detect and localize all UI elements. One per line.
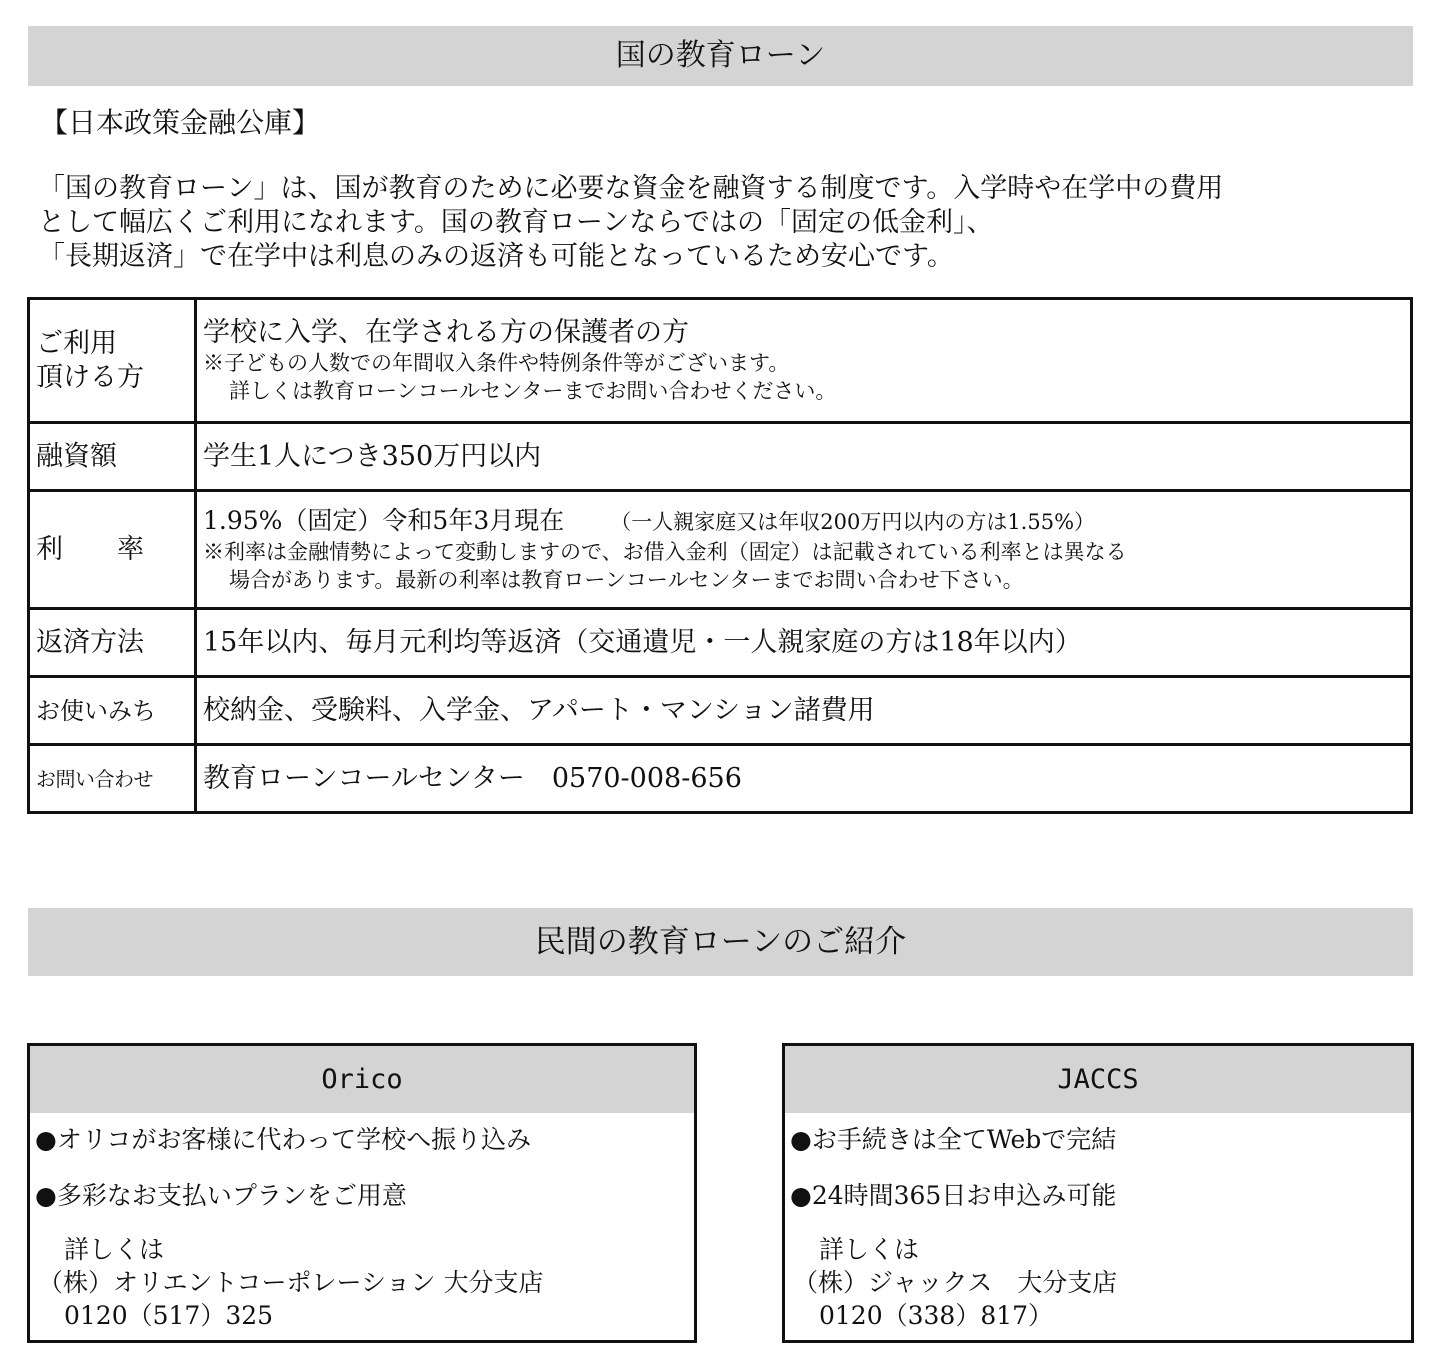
intro-line: として幅広くご利用になれます。国の教育ローンならではの「固定の低金利」、 bbox=[38, 207, 994, 238]
usage-value: 校納金、受験料、入学金、アパート・マンション諸費用 bbox=[203, 694, 875, 726]
orico-name: Orico bbox=[30, 1046, 694, 1113]
value-repayment bbox=[196, 609, 1412, 677]
jaccs-name: JACCS bbox=[785, 1046, 1411, 1113]
eligible-note: 詳しくは教育ローンコールセンターまでお問い合わせください。 bbox=[229, 378, 837, 403]
eligible-main: 学校に入学、在学される方の保護者の方 bbox=[203, 316, 689, 348]
value-usage bbox=[196, 677, 1412, 745]
orico-bullet: ●多彩なお支払いプランをご用意 bbox=[35, 1181, 407, 1210]
row-eligible bbox=[29, 299, 1412, 423]
label-rate: 利 率 bbox=[29, 491, 196, 609]
label-amount: 融資額 bbox=[29, 423, 196, 491]
row-amount bbox=[29, 423, 1412, 491]
jaccs-contact-intro: 詳しくは bbox=[819, 1235, 920, 1264]
intro-line: 「長期返済」で在学中は利息のみの返済も可能となっているため安心です。 bbox=[38, 241, 954, 272]
organization-name: 【日本政策金融公庫】 bbox=[40, 106, 321, 139]
value-contact bbox=[196, 745, 1412, 813]
intro-line: 「国の教育ローン」は、国が教育のために必要な資金を融資する制度です。入学時や在学中の費用 bbox=[38, 173, 1224, 204]
rate-note: 場合があります。最新の利率は教育ローンコールセンターまでお問い合わせ下さい。 bbox=[229, 568, 1024, 592]
row-repayment bbox=[29, 609, 1412, 677]
label-contact: お問い合わせ bbox=[29, 745, 196, 813]
repayment-value: 15年以内、毎月元利均等返済（交通遺児・一人親家庭の方は18年以内） bbox=[203, 626, 1082, 658]
value-amount bbox=[196, 423, 1412, 491]
public-loan-title: 国の教育ローン bbox=[28, 26, 1413, 86]
label-repayment: 返済方法 bbox=[29, 609, 196, 677]
jaccs-contact bbox=[785, 1233, 1411, 1332]
label-eligible-line2: 頂ける方 bbox=[36, 361, 144, 393]
value-rate bbox=[196, 491, 1412, 609]
orico-contact-company: （株）オリエントコーポレーション 大分支店 bbox=[38, 1268, 544, 1297]
jaccs-contact-company: （株）ジャックス 大分支店 bbox=[793, 1268, 1118, 1297]
orico-contact bbox=[30, 1233, 694, 1332]
loan-info-table bbox=[27, 297, 1413, 814]
private-loans-title: 民間の教育ローンのご紹介 bbox=[28, 908, 1413, 976]
intro-paragraph bbox=[38, 172, 1418, 274]
jaccs-bullet: ●24時間365日お申込み可能 bbox=[790, 1181, 1117, 1210]
row-rate bbox=[29, 491, 1412, 609]
orico-box bbox=[27, 1043, 697, 1343]
rate-note: ※利率は金融情勢によって変動しますので、お借入金利（固定）は記載されている利率とは異なる bbox=[203, 540, 1127, 564]
amount-value: 学生1人につき350万円以内 bbox=[203, 440, 542, 472]
jaccs-box bbox=[782, 1043, 1414, 1343]
label-eligible bbox=[29, 299, 196, 423]
orico-bullet: ●オリコがお客様に代わって学校へ振り込み bbox=[35, 1125, 532, 1154]
jaccs-contact-phone: 0120（338）817） bbox=[819, 1301, 1054, 1330]
row-usage bbox=[29, 677, 1412, 745]
rate-value: 1.95%（固定）令和5年3月現在 bbox=[203, 506, 565, 535]
label-eligible-line1: ご利用 bbox=[36, 327, 117, 359]
jaccs-bullet: ●お手続きは全てWebで完結 bbox=[790, 1125, 1117, 1154]
value-eligible bbox=[196, 299, 1412, 423]
row-contact bbox=[29, 745, 1412, 813]
rate-main bbox=[203, 505, 1410, 538]
rate-sub: （一人親家庭又は年収200万円以内の方は1.55%） bbox=[610, 510, 1096, 534]
orico-contact-intro: 詳しくは bbox=[64, 1235, 165, 1264]
orico-contact-phone: 0120（517）325 bbox=[64, 1301, 274, 1330]
eligible-note: ※子どもの人数での年間収入条件や特例条件等がございます。 bbox=[203, 350, 790, 375]
contact-value: 教育ローンコールセンター 0570-008-656 bbox=[203, 762, 742, 794]
label-usage: お使いみち bbox=[29, 677, 196, 745]
